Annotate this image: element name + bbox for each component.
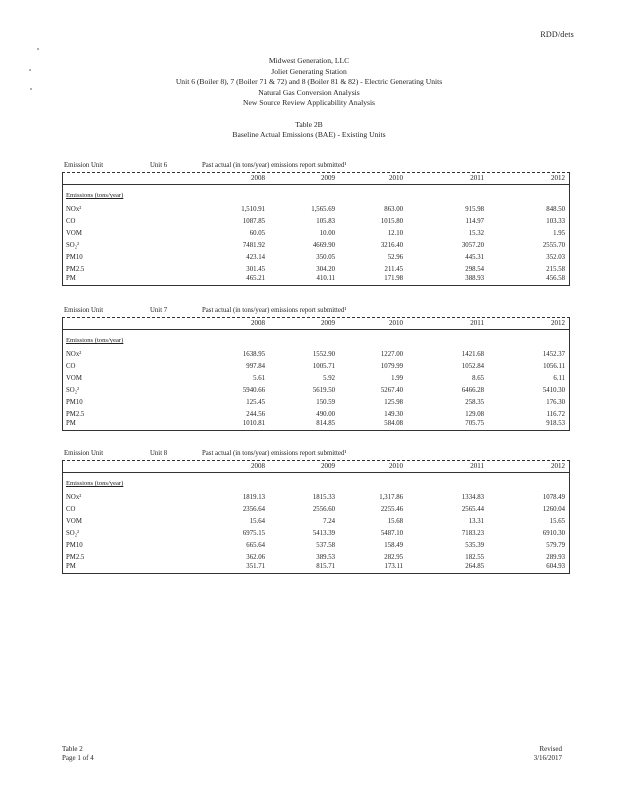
value-cell: 7.24	[323, 518, 335, 525]
value-cell: 3057.20	[461, 242, 484, 249]
value-cell: 1.99	[391, 375, 403, 382]
value-cell: 52.96	[387, 254, 403, 261]
value-cell: 15.32	[468, 230, 484, 237]
year-cell: 2009	[321, 174, 335, 182]
table-row	[63, 206, 569, 216]
emission-unit-label: Emission Unit	[64, 162, 104, 169]
footer-date: 3/16/2017	[533, 754, 562, 762]
value-cell: 1079.99	[380, 363, 403, 370]
table-row	[63, 387, 569, 397]
value-cell: 1,510.91	[241, 206, 265, 213]
pollutant-name: NOx²	[66, 494, 82, 501]
pollutant-name: SO₂²	[66, 530, 80, 537]
value-cell: 1452.37	[542, 351, 565, 358]
review-title: New Source Review Applicability Analysis	[242, 98, 376, 108]
value-cell: 103.33	[546, 218, 565, 225]
value-cell: 814.85	[316, 420, 335, 427]
table-row	[63, 518, 569, 528]
unit-6-table	[62, 162, 570, 286]
pollutant-name: NOx²	[66, 206, 82, 213]
footer-left	[62, 745, 94, 763]
value-cell: 848.50	[546, 206, 565, 213]
table-row	[63, 563, 569, 573]
value-cell: 15.64	[249, 518, 265, 525]
value-cell: 535.39	[465, 542, 484, 549]
footer-table-label: Table 2	[62, 745, 83, 753]
value-cell: 918.53	[546, 420, 565, 427]
value-cell: 1005.71	[312, 363, 335, 370]
table-row	[63, 363, 569, 373]
value-cell: 456.58	[546, 275, 565, 282]
pollutant-name: SO₂²	[66, 387, 80, 394]
value-cell: 1227.00	[380, 351, 403, 358]
value-cell: 1078.49	[542, 494, 565, 501]
unit-7-table	[62, 307, 570, 431]
year-cell: 2009	[321, 319, 335, 327]
table-title-block	[0, 120, 618, 140]
value-cell: 13.31	[468, 518, 484, 525]
value-cell: 537.58	[316, 542, 335, 549]
year-cell: 2008	[251, 174, 265, 182]
emissions-subheading: Emissions (tons/year)	[66, 480, 124, 487]
value-cell: 289.93	[546, 554, 565, 561]
value-cell: 6.11	[553, 375, 565, 382]
table-row	[63, 542, 569, 552]
pollutant-name: PM	[66, 275, 76, 282]
value-cell: 1819.13	[242, 494, 265, 501]
value-cell: 215.58	[546, 266, 565, 273]
value-cell: 129.08	[465, 411, 484, 418]
table-row	[63, 420, 569, 430]
year-cell: 2012	[551, 462, 565, 470]
value-cell: 105.83	[316, 218, 335, 225]
value-cell: 15.68	[387, 518, 403, 525]
value-cell: 5.92	[323, 375, 335, 382]
table-row	[63, 494, 569, 504]
year-cell: 2008	[251, 462, 265, 470]
value-cell: 10.00	[319, 230, 335, 237]
value-cell: 264.85	[465, 563, 484, 570]
table-row	[63, 218, 569, 228]
value-cell: 1260.04	[542, 506, 565, 513]
value-cell: 7481.92	[242, 242, 265, 249]
value-cell: 5413.39	[312, 530, 335, 537]
pollutant-name: PM2.5	[66, 266, 85, 273]
value-cell: 465.21	[246, 275, 265, 282]
value-cell: 244.56	[246, 411, 265, 418]
units-description: Unit 6 (Boiler 8), 7 (Boiler 71 & 72) and 8 (Boiler 81 & 82) - Electric Generating Units	[175, 77, 443, 87]
value-cell: 5267.40	[380, 387, 403, 394]
value-cell: 5940.66	[242, 387, 265, 394]
value-cell: 3216.40	[380, 242, 403, 249]
value-cell: 301.45	[246, 266, 265, 273]
value-cell: 1052.84	[461, 363, 484, 370]
emissions-grid	[62, 317, 570, 431]
station-name: Joliet Generating Station	[271, 66, 347, 76]
table-row	[63, 399, 569, 409]
table-row	[63, 254, 569, 264]
value-cell: 1552.90	[312, 351, 335, 358]
value-cell: 1815.33	[312, 494, 335, 501]
table-caption: Baseline Actual Emissions (BAE) - Existing Units	[232, 130, 386, 139]
value-cell: 114.97	[465, 218, 484, 225]
value-cell: 149.30	[384, 411, 403, 418]
year-cell: 2008	[251, 319, 265, 327]
emission-unit-label: Emission Unit	[64, 450, 104, 457]
unit-header	[62, 307, 570, 317]
year-header-row	[63, 173, 569, 185]
table-row	[63, 242, 569, 252]
value-cell: 2555.70	[542, 242, 565, 249]
unit-name: Unit 6	[150, 162, 168, 169]
value-cell: 173.11	[384, 563, 403, 570]
value-cell: 2255.46	[380, 506, 403, 513]
emissions-subheading: Emissions (tons/year)	[66, 337, 124, 344]
table-row	[63, 506, 569, 516]
value-cell: 351.71	[246, 563, 265, 570]
value-cell: 298.54	[465, 266, 484, 273]
value-cell: 490.00	[316, 411, 335, 418]
pollutant-name: PM	[66, 420, 76, 427]
value-cell: 1,565.69	[311, 206, 335, 213]
analysis-title: Natural Gas Conversion Analysis	[258, 87, 360, 97]
value-cell: 584.08	[384, 420, 403, 427]
value-cell: 125.98	[384, 399, 403, 406]
unit-header	[62, 450, 570, 460]
value-cell: 997.84	[246, 363, 265, 370]
footer-revised-label: Revised	[539, 745, 562, 753]
pollutant-name: VOM	[66, 230, 82, 237]
value-cell: 5410.30	[542, 387, 565, 394]
unit-note: Past actual (in tons/year) emissions report submitted¹	[202, 307, 347, 314]
value-cell: 7183.23	[461, 530, 484, 537]
value-cell: 350.05	[316, 254, 335, 261]
pollutant-name: VOM	[66, 518, 82, 525]
value-cell: 1638.95	[242, 351, 265, 358]
value-cell: 5.61	[253, 375, 265, 382]
value-cell: 1334.83	[461, 494, 484, 501]
value-cell: 2556.60	[312, 506, 335, 513]
pollutant-name: PM10	[66, 399, 83, 406]
value-cell: 211.45	[384, 266, 403, 273]
emission-unit-label: Emission Unit	[64, 307, 104, 314]
pollutant-name: PM2.5	[66, 411, 85, 418]
value-cell: 282.95	[384, 554, 403, 561]
value-cell: 182.55	[465, 554, 484, 561]
pollutant-name: SO₂²	[66, 242, 80, 249]
unit-8-table	[62, 450, 570, 574]
value-cell: 604.93	[546, 563, 565, 570]
table-row	[63, 230, 569, 240]
value-cell: 6910.30	[542, 530, 565, 537]
pollutant-name: PM10	[66, 254, 83, 261]
value-cell: 1.95	[553, 230, 565, 237]
value-cell: 4669.90	[312, 242, 335, 249]
value-cell: 15.65	[549, 518, 565, 525]
value-cell: 158.49	[384, 542, 403, 549]
value-cell: 176.30	[546, 399, 565, 406]
footer-right	[534, 745, 562, 763]
pollutant-name: PM	[66, 563, 76, 570]
value-cell: 1010.81	[242, 420, 265, 427]
year-cell: 2012	[551, 174, 565, 182]
value-cell: 388.93	[465, 275, 484, 282]
value-cell: 389.53	[316, 554, 335, 561]
emissions-grid	[62, 460, 570, 574]
value-cell: 579.79	[546, 542, 565, 549]
unit-note: Past actual (in tons/year) emissions report submitted¹	[202, 162, 347, 169]
emissions-grid	[62, 172, 570, 286]
pollutant-name: VOM	[66, 375, 82, 382]
table-row	[63, 275, 569, 285]
value-cell: 2356.64	[242, 506, 265, 513]
value-cell: 705.75	[465, 420, 484, 427]
value-cell: 125.45	[246, 399, 265, 406]
value-cell: 5619.50	[312, 387, 335, 394]
value-cell: 445.31	[465, 254, 484, 261]
value-cell: 6466.28	[461, 387, 484, 394]
company-name: Midwest Generation, LLC	[268, 56, 350, 65]
unit-name: Unit 7	[150, 307, 168, 314]
pollutant-name: PM10	[66, 542, 83, 549]
year-header-row	[63, 461, 569, 473]
table-row	[63, 351, 569, 361]
value-cell: 1,317.86	[379, 494, 403, 501]
unit-name: Unit 8	[150, 450, 168, 457]
pollutant-name: CO	[66, 218, 76, 225]
value-cell: 8.65	[472, 375, 484, 382]
unit-note: Past actual (in tons/year) emissions report submitted¹	[202, 450, 347, 457]
table-row	[63, 375, 569, 385]
value-cell: 1015.80	[380, 218, 403, 225]
value-cell: 362.06	[246, 554, 265, 561]
year-cell: 2010	[389, 462, 403, 470]
pollutant-name: NOx²	[66, 351, 82, 358]
year-cell: 2009	[321, 462, 335, 470]
value-cell: 116.72	[546, 411, 565, 418]
footer-page-number: Page 1 of 4	[62, 754, 94, 762]
value-cell: 863.00	[384, 206, 403, 213]
year-cell: 2012	[551, 319, 565, 327]
value-cell: 150.59	[316, 399, 335, 406]
document-id: RDD/dets	[540, 30, 574, 39]
value-cell: 258.35	[465, 399, 484, 406]
value-cell: 6975.15	[242, 530, 265, 537]
value-cell: 2565.44	[461, 506, 484, 513]
table-row	[63, 530, 569, 540]
value-cell: 423.14	[246, 254, 265, 261]
emissions-subheading: Emissions (tons/year)	[66, 192, 124, 199]
value-cell: 12.10	[387, 230, 403, 237]
value-cell: 410.11	[316, 275, 335, 282]
value-cell: 1056.11	[543, 363, 565, 370]
pollutant-name: CO	[66, 363, 76, 370]
year-cell: 2010	[389, 174, 403, 182]
year-cell: 2011	[470, 174, 484, 182]
value-cell: 352.03	[546, 254, 565, 261]
scan-speck	[37, 48, 39, 50]
year-cell: 2011	[470, 319, 484, 327]
value-cell: 915.98	[465, 206, 484, 213]
value-cell: 5487.10	[380, 530, 403, 537]
table-number: Table 2B	[295, 120, 323, 129]
pollutant-name: CO	[66, 506, 76, 513]
year-cell: 2011	[470, 462, 484, 470]
value-cell: 60.05	[249, 230, 265, 237]
value-cell: 304.20	[316, 266, 335, 273]
year-cell: 2010	[389, 319, 403, 327]
unit-header	[62, 162, 570, 172]
value-cell: 171.98	[384, 275, 403, 282]
value-cell: 1087.85	[242, 218, 265, 225]
value-cell: 815.71	[316, 563, 335, 570]
year-header-row	[63, 318, 569, 330]
document-header	[0, 56, 618, 109]
value-cell: 1421.68	[461, 351, 484, 358]
value-cell: 665.64	[246, 542, 265, 549]
pollutant-name: PM2.5	[66, 554, 85, 561]
